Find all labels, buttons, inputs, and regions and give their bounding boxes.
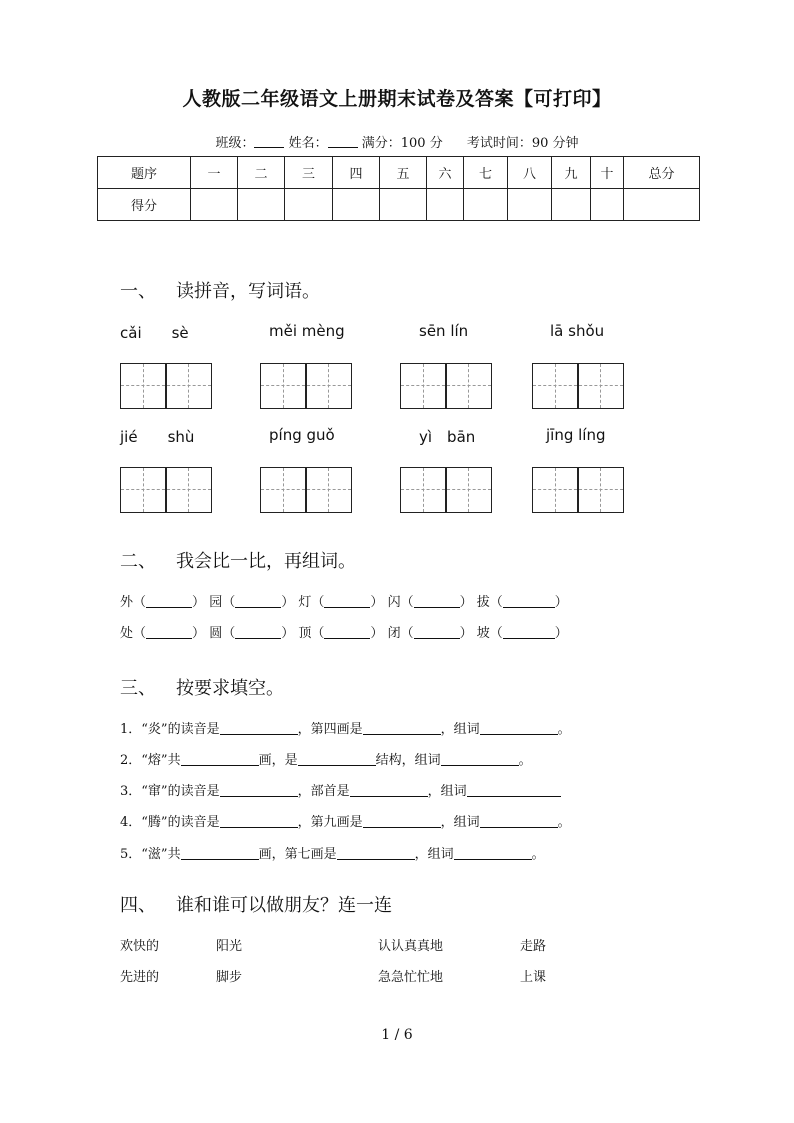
answer-blank[interactable] [363, 814, 441, 828]
answer-blank[interactable] [235, 625, 281, 639]
answer-blank[interactable] [337, 846, 415, 860]
writing-grid[interactable] [260, 363, 352, 409]
header-cell: 四 [333, 157, 380, 189]
answer-blank[interactable] [503, 625, 555, 639]
name-label: 姓名： [288, 136, 328, 151]
answer-blank[interactable] [181, 752, 259, 766]
score-header-row [98, 157, 700, 189]
match-word[interactable]: 上课 [520, 970, 547, 985]
q-text: 5．“滋”共 [120, 847, 181, 862]
pinyin: píng guǒ [269, 426, 335, 444]
q-text: 画，是 [258, 753, 298, 768]
q-text: 4．“腾”的读音是 [120, 815, 220, 830]
pinyin: cǎi sè [120, 324, 189, 342]
paren: （ [222, 595, 236, 610]
question-1 [120, 718, 571, 737]
pinyin: jié shù [120, 428, 195, 446]
match-word[interactable]: 急急忙忙地 [378, 970, 444, 985]
section-title: 我会比一比，再组词。 [176, 551, 356, 572]
paren: （ [400, 626, 414, 641]
section-4-heading [120, 891, 392, 917]
header-cell: 二 [238, 157, 285, 189]
writing-grid[interactable] [532, 467, 624, 513]
paren: ） [370, 595, 384, 610]
q-text: 。 [531, 847, 545, 862]
match-word[interactable]: 脚步 [216, 970, 243, 985]
section-2-heading [120, 547, 356, 573]
char: 圆 [209, 626, 223, 641]
pinyin: jīng líng [546, 426, 606, 444]
q-text: 1．“炎”的读音是 [120, 722, 220, 737]
paren: （ [222, 626, 236, 641]
pinyin: sēn lín [419, 322, 469, 340]
section-1-heading [120, 277, 320, 303]
paren: （ [489, 595, 503, 610]
q-text: 画，第七画是 [258, 847, 337, 862]
answer-blank[interactable] [414, 594, 460, 608]
page-number: 1 / 6 [381, 1027, 413, 1043]
q-text: 。 [518, 753, 532, 768]
writing-grid[interactable] [532, 363, 624, 409]
q-text: 3．“窜”的读音是 [120, 784, 220, 799]
paren: ） [281, 626, 295, 641]
answer-blank[interactable] [414, 625, 460, 639]
answer-blank[interactable] [235, 594, 281, 608]
header-cell: 九 [552, 157, 591, 189]
q-text: 。 [557, 722, 571, 737]
score-cell[interactable] [333, 189, 380, 221]
char: 处 [120, 626, 134, 641]
section-title: 读拼音，写词语。 [176, 281, 320, 302]
writing-grid[interactable] [400, 467, 492, 513]
q-text: ，组词 [440, 815, 480, 830]
answer-blank[interactable] [220, 721, 298, 735]
question-2 [120, 749, 532, 768]
char: 顶 [298, 626, 312, 641]
paren: ） [459, 626, 473, 641]
answer-blank[interactable] [220, 783, 298, 797]
writing-grid[interactable] [120, 363, 212, 409]
q-text: ，组词 [427, 784, 467, 799]
class-label: 班级： [215, 136, 255, 151]
answer-blank[interactable] [480, 721, 558, 735]
paren: （ [133, 626, 147, 641]
char: 闪 [387, 595, 401, 610]
score-row [98, 189, 700, 221]
question-3 [120, 780, 561, 799]
score-cell[interactable] [591, 189, 624, 221]
match-word[interactable]: 认认真真地 [378, 939, 444, 954]
section-title: 谁和谁可以做朋友？连一连 [176, 895, 392, 916]
header-cell: 六 [427, 157, 464, 189]
question-4 [120, 811, 571, 830]
compare-row-1 [120, 591, 568, 610]
match-word[interactable]: 先进的 [120, 970, 160, 985]
section-3-heading [120, 674, 284, 700]
compare-row-2 [120, 622, 568, 641]
score-row-label: 得分 [98, 189, 191, 221]
answer-blank[interactable] [324, 625, 370, 639]
section-number: 一、 [120, 281, 156, 302]
char: 坡 [476, 626, 490, 641]
q-text: ，第九画是 [297, 815, 363, 830]
paren: ） [192, 595, 206, 610]
paren: ） [192, 626, 206, 641]
name-blank[interactable] [328, 135, 358, 148]
page-title: 人教版二年级语文上册期末试卷及答案【可打印】 [182, 88, 612, 110]
q-text: 2．“熔”共 [120, 753, 181, 768]
header-cell: 题序 [98, 157, 191, 189]
answer-blank[interactable] [503, 594, 555, 608]
score-cell[interactable] [427, 189, 464, 221]
paren: （ [133, 595, 147, 610]
answer-blank[interactable] [324, 594, 370, 608]
paren: （ [400, 595, 414, 610]
score-cell[interactable] [238, 189, 285, 221]
pinyin: měi mèng [269, 322, 345, 340]
writing-grid[interactable] [120, 467, 212, 513]
paren: ） [554, 595, 568, 610]
header-cell: 一 [191, 157, 238, 189]
question-5 [120, 843, 545, 862]
answer-blank[interactable] [181, 846, 259, 860]
char: 灯 [298, 595, 312, 610]
answer-blank[interactable] [480, 814, 558, 828]
match-word[interactable]: 阳光 [216, 939, 243, 954]
answer-blank[interactable] [467, 783, 561, 797]
match-word[interactable]: 欢快的 [120, 939, 160, 954]
score-cell[interactable] [285, 189, 333, 221]
q-text: ，组词 [414, 847, 454, 862]
answer-blank[interactable] [220, 814, 298, 828]
paren: ） [281, 595, 295, 610]
writing-grid[interactable] [400, 363, 492, 409]
section-title: 按要求填空。 [176, 678, 284, 699]
answer-blank[interactable] [298, 752, 376, 766]
header-cell: 三 [285, 157, 333, 189]
paren: ） [554, 626, 568, 641]
score-cell[interactable] [624, 189, 700, 221]
q-text: 结构，组词 [375, 753, 441, 768]
char: 园 [209, 595, 223, 610]
score-cell[interactable] [552, 189, 591, 221]
full-score: 满分：100 分 [361, 136, 443, 151]
char: 外 [120, 595, 134, 610]
header-cell: 七 [464, 157, 508, 189]
pinyin: yì bān [419, 428, 476, 446]
section-number: 四、 [120, 895, 156, 916]
paren: （ [489, 626, 503, 641]
match-word[interactable]: 走路 [520, 939, 547, 954]
paren: （ [311, 626, 325, 641]
pinyin: lā shǒu [550, 322, 605, 340]
answer-blank[interactable] [454, 846, 532, 860]
header-cell: 五 [380, 157, 427, 189]
section-number: 二、 [120, 551, 156, 572]
score-cell[interactable] [191, 189, 238, 221]
header-cell: 十 [591, 157, 624, 189]
section-number: 三、 [120, 678, 156, 699]
answer-blank[interactable] [441, 752, 519, 766]
score-cell[interactable] [508, 189, 552, 221]
writing-grid[interactable] [260, 467, 352, 513]
char: 拔 [476, 595, 490, 610]
paren: ） [370, 626, 384, 641]
answer-blank[interactable] [350, 783, 428, 797]
q-text: ，第四画是 [297, 722, 363, 737]
answer-blank[interactable] [363, 721, 441, 735]
score-cell[interactable] [380, 189, 427, 221]
paren: ） [459, 595, 473, 610]
paren: （ [311, 595, 325, 610]
answer-blank[interactable] [146, 625, 192, 639]
class-blank[interactable] [254, 135, 284, 148]
score-table [97, 156, 700, 221]
q-text: 。 [557, 815, 571, 830]
exam-time: 考试时间：90 分钟 [466, 136, 579, 151]
exam-info [0, 132, 794, 151]
char: 闭 [387, 626, 401, 641]
header-cell: 八 [508, 157, 552, 189]
q-text: ，部首是 [297, 784, 350, 799]
answer-blank[interactable] [146, 594, 192, 608]
score-cell[interactable] [464, 189, 508, 221]
q-text: ，组词 [440, 722, 480, 737]
header-cell: 总分 [624, 157, 700, 189]
